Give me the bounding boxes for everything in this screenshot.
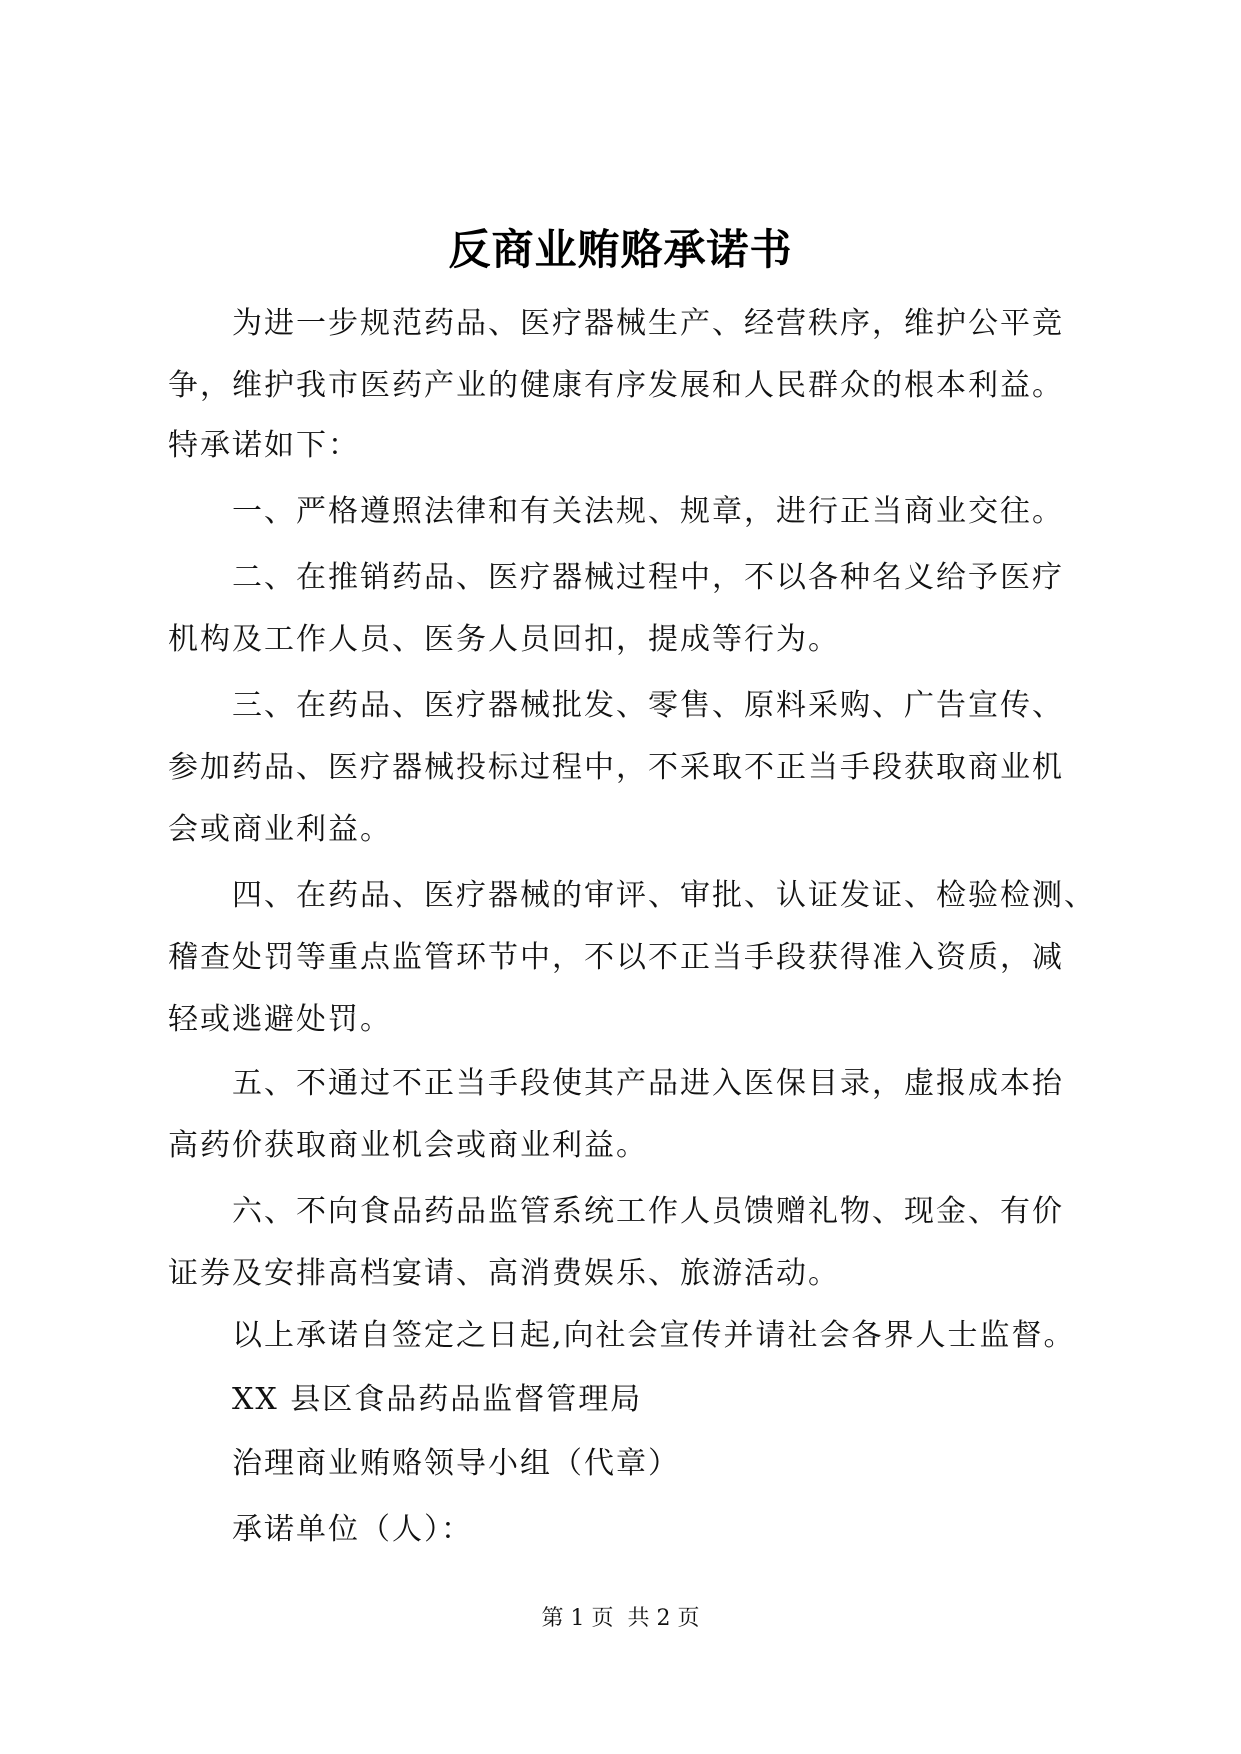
page-number-footer: 第 1 页 共 2 页 (541, 1606, 700, 1631)
clause-3-line: 会或商业利益。 (168, 812, 392, 847)
closing-statement: 以上承诺自签定之日起,向社会宣传并请社会各界人士监督。 (232, 1318, 1076, 1353)
clause-4-line: 稽查处罚等重点监管环节中，不以不正当手段获得准入资质，减 (168, 940, 1064, 975)
preamble-line: 为进一步规范药品、医疗器械生产、经营秩序，维护公平竞 (232, 306, 1064, 341)
clause-6-line: 证券及安排高档宴请、高消费娱乐、旅游活动。 (168, 1256, 840, 1291)
clause-5-line: 高药价获取商业机会或商业利益。 (168, 1128, 648, 1163)
issuing-authority: XX 县区食品药品监督管理局 (232, 1382, 643, 1417)
promisor-field: 承诺单位（人）： (232, 1512, 473, 1547)
document-title: 反商业贿赂承诺书 (448, 225, 793, 274)
clause-2-line: 二、在推销药品、医疗器械过程中，不以各种名义给予医疗 (232, 560, 1064, 595)
clause-1-line: 一、严格遵照法律和有关法规、规章，进行正当商业交往。 (232, 494, 1064, 529)
clause-3-line: 参加药品、医疗器械投标过程中，不采取不正当手段获取商业机 (168, 750, 1064, 785)
clause-4-line: 轻或逃避处罚。 (168, 1002, 392, 1037)
clause-4-line: 四、在药品、医疗器械的审评、审批、认证发证、检验检测、 (232, 878, 1096, 913)
clause-5-line: 五、不通过不正当手段使其产品进入医保目录，虚报成本抬 (232, 1066, 1064, 1101)
issuing-group: 治理商业贿赂领导小组（代章） (232, 1446, 680, 1481)
clause-3-line: 三、在药品、医疗器械批发、零售、原料采购、广告宣传、 (232, 688, 1064, 723)
clause-2-line: 机构及工作人员、医务人员回扣，提成等行为。 (168, 622, 840, 657)
preamble-line: 特承诺如下： (168, 428, 360, 463)
clause-6-line: 六、不向食品药品监管系统工作人员馈赠礼物、现金、有价 (232, 1194, 1064, 1229)
preamble-line: 争，维护我市医药产业的健康有序发展和人民群众的根本利益。 (168, 368, 1064, 403)
